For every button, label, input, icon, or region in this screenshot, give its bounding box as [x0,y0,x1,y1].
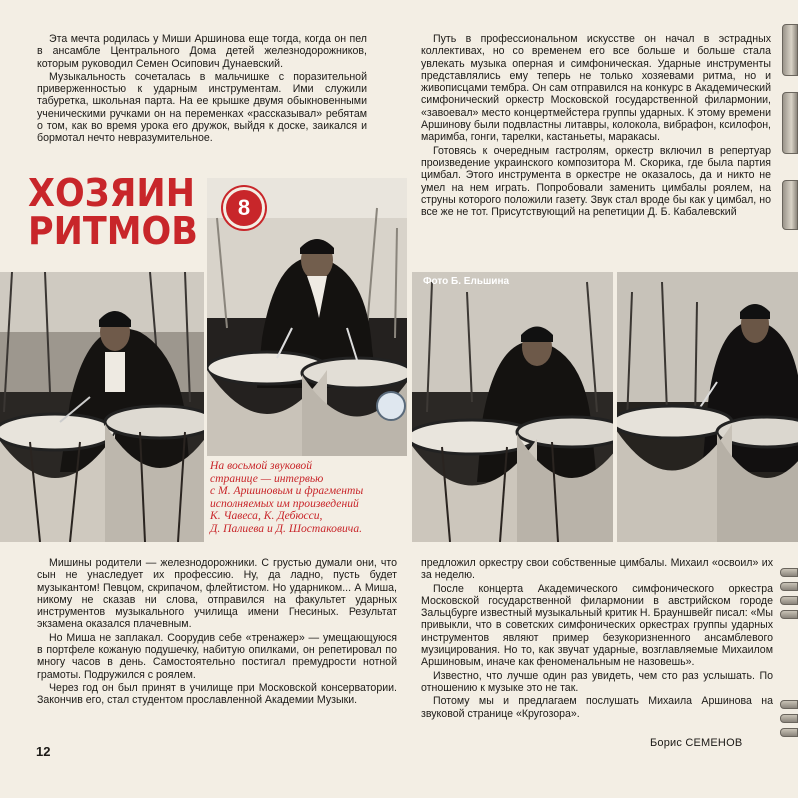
text-column-bottom-right [421,557,773,721]
binder-ring [780,568,798,577]
caption-line: На восьмой звуковой [210,459,313,472]
caption-line: Д. Палиева и Д. Шостаковича. [210,521,363,535]
photo-percussionist-4 [617,272,798,542]
binder-ring [780,700,798,709]
page-badge-number: 8 [223,187,265,229]
caption-line: К. Чавеса, К. Дебюсси, [210,509,323,523]
paragraph: Но Миша не заплакал. Соорудив себе «тренажер» — умещающуюся в портфеле кожаную подушечку, набитую опилками, он репетировал по многу часов в день. Самостоятельно постигал премудрости нотной грамоты. Подружился с роялем. [37,631,397,681]
binder-ring [780,610,798,619]
page-number: 12 [36,744,51,759]
binder-ring [780,728,798,737]
text-column-bottom-left [37,557,397,708]
paragraph: Потому мы и предлагаем послушать Михаила Аршинова на звуковой странице «Кругозора». [421,695,773,720]
photo-caption [210,460,408,536]
binder-ring [780,582,798,591]
title-line-1: ХОЗЯИН [28,171,195,215]
paragraph: Эта мечта родилась у Миши Аршинова еще тогда, когда он пел в ансамбле Центрального Дома детей железнодорожников, которым руководил Семен Осипович Дунаевский. [37,33,367,70]
text-column-top-left [37,33,367,146]
paragraph: Известно, что лучше один раз увидеть, чем сто раз услышать. По отношению к музыке это не так. [421,669,773,694]
binder-ring [780,596,798,605]
paragraph: После концерта Академического симфонического оркестра Московской государственной филармонии в австрийском городе Зальцбурге известный музыкальный критик Н. Брауншвейг писал: «Мы привыкли, что в советских симфонических оркестрах группы ударных инструментов являют пример безукоризненного ансамблевого музицирования. Но то, как звучат ударные, возглавляемые Михаилом Аршиновым, иначе как феноменальным не назовешь». [421,582,773,669]
photo-percussionist-3 [412,272,613,542]
caption-line: странице — интервью [210,471,324,485]
paragraph: Путь в профессиональном искусстве он начал в эстрадных коллективах, но со временем его все больше и больше стала увлекать музыка оперная и симфоническая. Ударные инструменты представлялись ему теперь не только хозяевами ритма, но и живописцами тембра. Он сам отправился на конкурс в Академический симфонический оркестр Московской государственной филармонии, «завоевал» место концертмейстера группы ударных. К этому времени Аршинову были подвластны литавры, колокола, вибрафон, ксилофон, маримба, гонги, тарелки, кастаньеты, маракасы. [421,33,771,144]
binder-ring [780,714,798,723]
paragraph: Готовясь к очередным гастролям, оркестр включил в репертуар произведение украинского композитора М. Скорика, где была партия цимбал. Этого инструмента в оркестре не оказалось, да и никто не умел на нем играть. Попробовали заменить цимбалы роялем, на струны которого положили газету. Звук стал вроде бы как у цимбал, но все же не тот. Присутствующий на репетиции Д. Б. Кабалевский [421,144,771,219]
paragraph: предложил оркестру свои собственные цимбалы. Михаил «освоил» их за неделю. [421,557,773,582]
author-signature: Борис СЕМЕНОВ [650,737,743,749]
paragraph: Через год он был принят в училище при Московской консерватории. Закончив его, стал студентом прославленной Академии Музыки. [37,681,397,707]
paragraph: Музыкальность сочеталась в мальчишке с поразительной приверженностью к ударным инструментам. Ими служили табуретка, школьная парта. На ее крышке двумя обыкновенными ученическими ручками он на переменках «рассказывал» ребятам о том, как во время урока его дружок, выйдя к доске, заикался и бормотал нечто невразумительное. [37,70,367,145]
binder-tab [782,180,798,230]
binder-tab [782,24,798,76]
text-column-top-right [421,33,771,219]
photo-credit: Фото Б. Ельшина [423,276,510,287]
paragraph: Мишины родители — железнодорожники. С грустью думали они, что сын не унаследует их профессию. Ну, да ладно, пусть будет музыкантом! Певцом, скрипачом, флейтистом. Но ударником... А Миша, никому не сказав ни слова, отправился на факультет ударных инструментов музыкального училища имени Гнесиных. Результат экзамена оказался плачевным. [37,557,397,631]
binder-tab [782,92,798,154]
photo-percussionist-1 [0,272,204,542]
caption-line: исполняемых им произведений [210,496,359,510]
caption-line: с М. Аршиновым и фрагменты [210,484,364,498]
title-line-2: РИТМОВ [28,209,198,253]
article-title [28,171,208,253]
